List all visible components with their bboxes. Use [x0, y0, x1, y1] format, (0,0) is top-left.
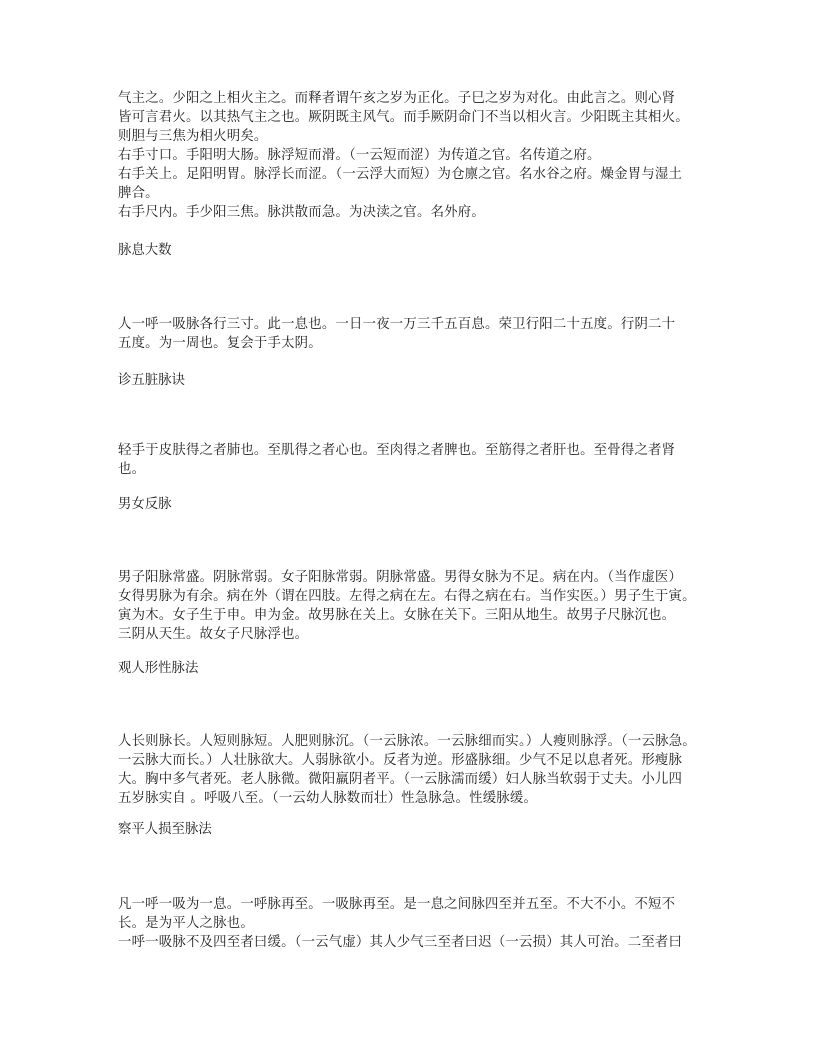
section-paragraph	[118, 568, 704, 644]
text-line: 女得男脉为有余。病在外（谓在四肢。左得之病在左。右得之病在右。当作实医。）男子生于寅。	[118, 589, 696, 604]
section-paragraph	[118, 895, 704, 952]
text-line: 长。是为平人之脉也。	[118, 916, 254, 931]
text-line: 人长则脉长。人短则脉短。人肥则脉沉。（一云脉浓。一云脉细而实。）人瘦则脉浮。（一云脉急。	[118, 734, 696, 749]
text-line: 气主之。少阳之上相火主之。而释者谓午亥之岁为正化。子巳之岁为对化。由此言之。则心肾	[118, 91, 676, 106]
section-heading: 察平人损至脉法	[118, 822, 212, 837]
text-line: 大。胸中多气者死。老人脉微。微阳羸阴者平。（一云脉濡而缓）妇人脉当软弱于丈夫。小儿四	[118, 772, 683, 787]
intro-paragraph-4	[118, 203, 704, 222]
intro-paragraph-2	[118, 146, 704, 165]
text-line: 寅为木。女子生于申。申为金。故男脉在关上。女脉在关下。三阳从地生。故男子尺脉沉也。	[118, 608, 676, 623]
intro-paragraph-1	[118, 89, 704, 146]
text-line: 皆可言君火。以其热气主之也。厥阴既主风气。而手厥阴命门不当以相火言。少阳既主其相火。	[118, 110, 689, 125]
section-heading: 男女反脉	[118, 497, 172, 512]
text-line: 一呼一吸脉不及四至者曰缓。（一云气虚）其人少气三至者曰迟（一云损）其人可治。二至者曰	[118, 935, 683, 950]
text-line: 脾合。	[118, 186, 159, 201]
section-heading: 观人形性脉法	[118, 661, 199, 676]
text-line: 三阴从天生。故女子尺脉浮也。	[118, 627, 309, 642]
text-line: 人一呼一吸脉各行三寸。此一息也。一日一夜一万三千五百息。荣卫行阳二十五度。行阴二十	[118, 317, 676, 332]
section-heading: 诊五脏脉诀	[118, 373, 185, 388]
section-paragraph	[118, 315, 704, 353]
text-line: 五岁脉实自 。呼吸八至。（一云幼人脉数而壮）性急脉急。性缓脉缓。	[118, 791, 538, 806]
text-line: 也。	[118, 462, 146, 477]
text-line: 则胆与三焦为相火明矣。	[118, 129, 268, 144]
intro-paragraph-3	[118, 165, 704, 203]
text-line: 右手尺内。手少阳三焦。脉洪散而急。为决渎之官。名外府。	[118, 205, 485, 220]
text-line: 一云脉大而长。）人壮脉欲大。人弱脉欲小。反者为逆。形盛脉细。少气不足以息者死。形瘦脉	[118, 753, 683, 768]
text-line: 右手寸口。手阳明大肠。脉浮短而滑。（一云短而涩）为传道之官。名传道之府。	[118, 148, 601, 163]
text-line: 五度。为一周也。复会于手太阴。	[118, 336, 322, 351]
text-line: 男子阳脉常盛。阴脉常弱。女子阳脉常弱。阴脉常盛。男得女脉为不足。病在内。（当作虚医）	[118, 570, 683, 585]
text-line: 凡一呼一吸为一息。一呼脉再至。一吸脉再至。是一息之间脉四至并五至。不大不小。不短不	[118, 897, 676, 912]
section-heading: 脉息大数	[118, 243, 172, 258]
text-line: 右手关上。足阳明胃。脉浮长而涩。（一云浮大而短）为仓廪之官。名水谷之府。燥金胃与湿土	[118, 167, 683, 182]
section-paragraph	[118, 441, 704, 479]
section-paragraph	[118, 732, 704, 808]
text-line: 轻手于皮肤得之者肺也。至肌得之者心也。至肉得之者脾也。至筋得之者肝也。至骨得之者肾	[118, 443, 676, 458]
